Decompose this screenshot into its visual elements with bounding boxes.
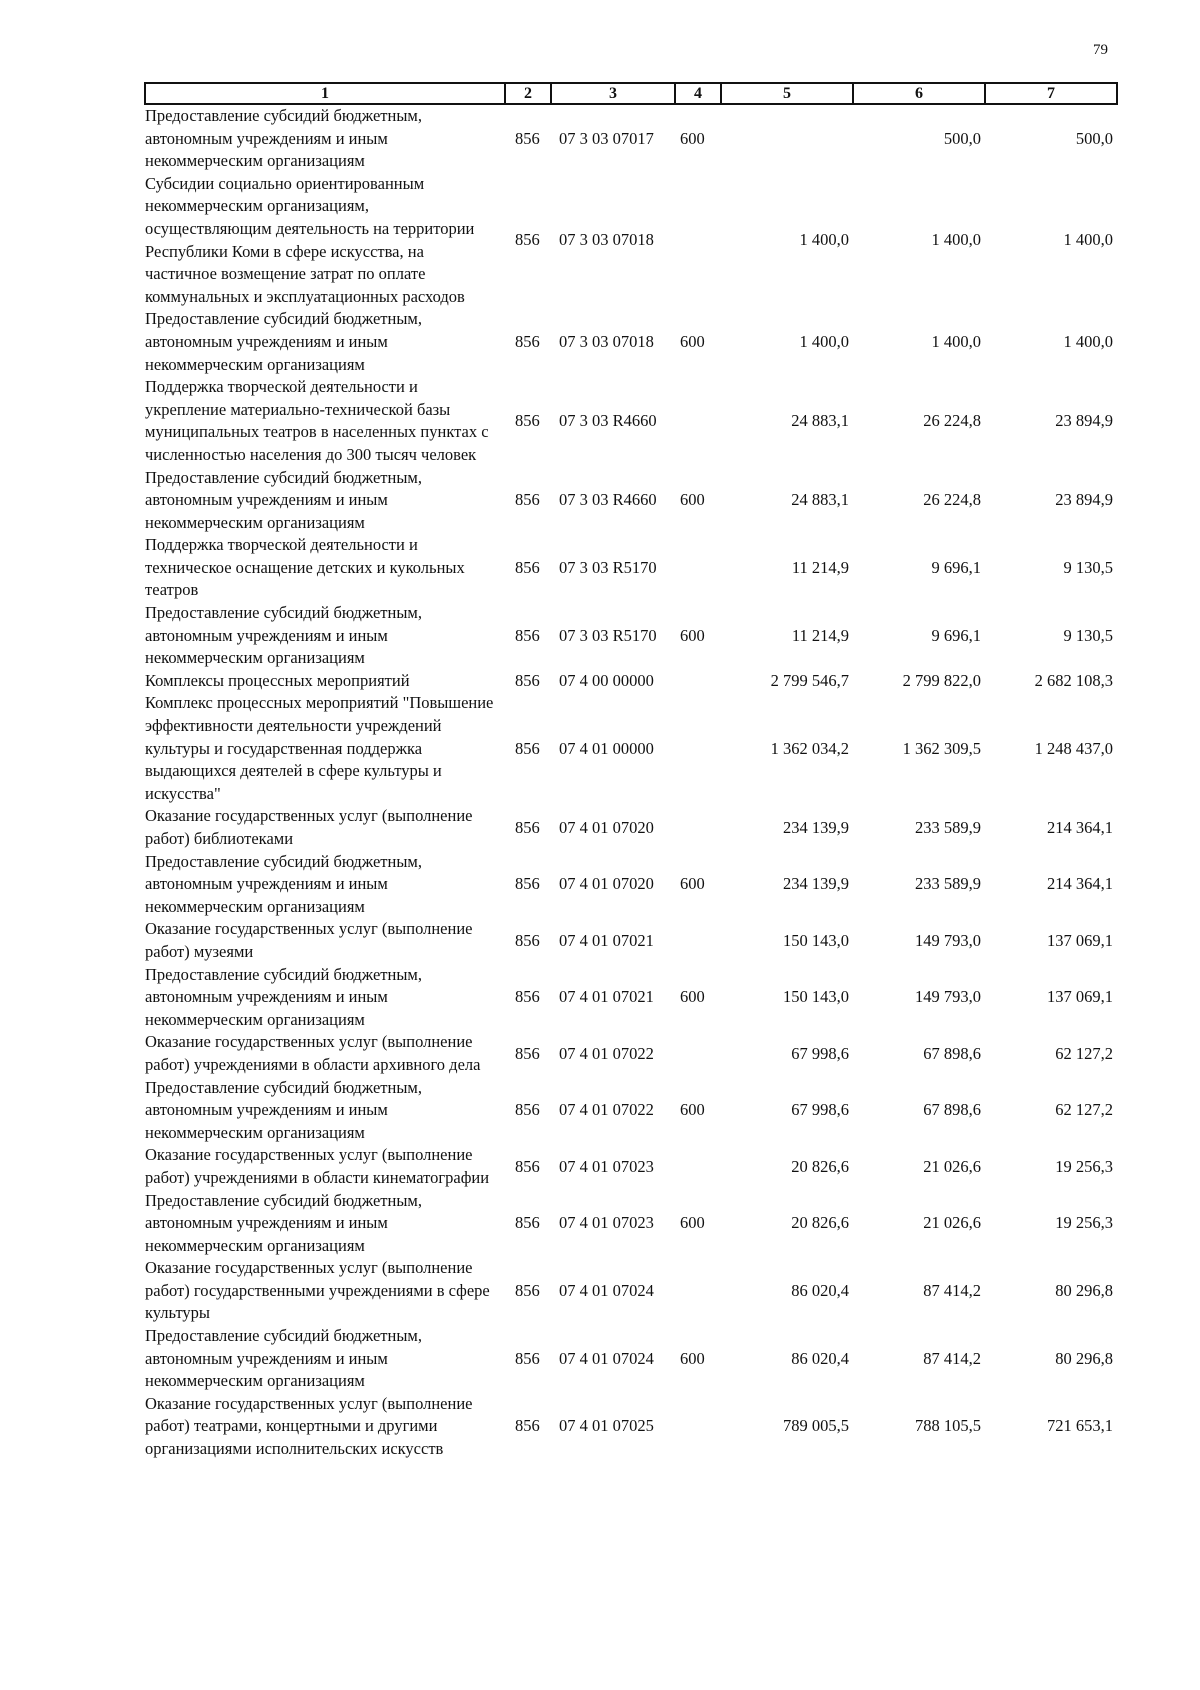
row-year2: 2 799 822,0: [902, 670, 981, 690]
row-csr: 07 3 03 R5170: [559, 557, 657, 577]
table-row: [145, 1393, 1117, 1461]
row-year3: 721 653,1: [1047, 1416, 1113, 1436]
row-name: Оказание государственных услуг (выполнение работ) театрами, концертными и другими организациями исполнительских искусств: [145, 1393, 473, 1459]
row-year1: 67 998,6: [791, 1043, 849, 1063]
table-row: [145, 805, 1117, 850]
row-vr: [675, 918, 721, 963]
row-vr: 600: [680, 490, 705, 510]
row-grbs: 856: [515, 738, 540, 758]
row-year1: 86 020,4: [791, 1348, 849, 1368]
row-year1: 234 139,9: [783, 874, 849, 894]
table-row: [145, 1190, 1117, 1258]
row-year1: 20 826,6: [791, 1156, 849, 1176]
row-vr: 600: [680, 1348, 705, 1368]
row-year1: 24 883,1: [791, 411, 849, 431]
row-vr: [675, 692, 721, 805]
column-header-3: 3: [551, 83, 675, 104]
row-name: Поддержка творческой деятельности и укрепление материально-технической базы муниципальных театров в населенных пунктах с численностью населения до 300 тысяч человек: [145, 377, 489, 464]
row-grbs: 856: [515, 817, 540, 837]
row-year2: 21 026,6: [923, 1156, 981, 1176]
row-csr: 07 4 01 07023: [559, 1156, 654, 1176]
row-name: Оказание государственных услуг (выполнение работ) государственными учреждениями в сфере культуры: [145, 1258, 490, 1323]
row-grbs: 856: [515, 331, 540, 351]
row-grbs: 856: [515, 230, 540, 250]
row-csr: 07 4 01 07025: [559, 1416, 654, 1436]
row-vr: 600: [680, 874, 705, 894]
row-year3: 1 248 437,0: [1034, 738, 1113, 758]
row-csr: 07 4 01 07022: [559, 1100, 654, 1120]
row-vr: 600: [680, 1100, 705, 1120]
row-vr: [675, 805, 721, 850]
column-header-7: 7: [985, 83, 1117, 104]
row-year3: 137 069,1: [1047, 987, 1113, 1007]
row-grbs: 856: [515, 1213, 540, 1233]
row-vr: [675, 534, 721, 602]
row-name: Оказание государственных услуг (выполнение работ) библиотеками: [145, 806, 473, 848]
row-name: Предоставление субсидий бюджетным, автономным учреждениям и иным некоммерческим организациям: [145, 106, 422, 171]
row-year3: 2 682 108,3: [1034, 670, 1113, 690]
table-row: [145, 173, 1117, 309]
row-csr: 07 3 03 07018: [559, 230, 654, 250]
row-year1: [721, 104, 853, 173]
table-header: [145, 83, 1117, 104]
budget-table: [144, 82, 1118, 1461]
row-year2: 9 696,1: [931, 625, 981, 645]
row-year1: 1 362 034,2: [770, 738, 849, 758]
row-grbs: 856: [515, 557, 540, 577]
row-csr: 07 4 00 00000: [559, 670, 654, 690]
row-vr: [675, 1393, 721, 1461]
row-year3: 19 256,3: [1055, 1156, 1113, 1176]
row-csr: 07 4 01 07024: [559, 1348, 654, 1368]
row-year3: 1 400,0: [1063, 331, 1113, 351]
row-year1: 20 826,6: [791, 1213, 849, 1233]
row-year3: 23 894,9: [1055, 411, 1113, 431]
row-year2: 87 414,2: [923, 1348, 981, 1368]
row-year3: 137 069,1: [1047, 930, 1113, 950]
row-csr: 07 4 01 07021: [559, 930, 654, 950]
row-grbs: 856: [515, 1043, 540, 1063]
row-grbs: 856: [515, 128, 540, 148]
row-year2: 233 589,9: [915, 874, 981, 894]
row-csr: 07 4 01 07024: [559, 1280, 654, 1300]
row-csr: 07 4 01 00000: [559, 738, 654, 758]
row-vr: 600: [680, 331, 705, 351]
row-name: Предоставление субсидий бюджетным, автономным учреждениям и иным некоммерческим организациям: [145, 851, 422, 916]
row-grbs: 856: [515, 1280, 540, 1300]
row-year1: 2 799 546,7: [770, 670, 849, 690]
row-grbs: 856: [515, 1156, 540, 1176]
column-header-4: 4: [675, 83, 721, 104]
row-year1: 86 020,4: [791, 1280, 849, 1300]
row-year2: 500,0: [943, 128, 981, 148]
row-csr: 07 3 03 07017: [559, 128, 654, 148]
row-year2: 788 105,5: [915, 1416, 981, 1436]
row-vr: [675, 173, 721, 309]
row-csr: 07 4 01 07020: [559, 874, 654, 894]
table-row: [145, 534, 1117, 602]
row-year2: 149 793,0: [915, 930, 981, 950]
row-name: Субсидии социально ориентированным некоммерческим организациям, осуществляющим деятельность на территории Республики Коми в сфере искусства, на частичное возмещение затрат по оплате коммунальных и эксплуатационных расходов: [145, 173, 475, 306]
row-vr: [675, 1257, 721, 1325]
row-grbs: 856: [515, 930, 540, 950]
table-row: [145, 851, 1117, 919]
page-number: 79: [1093, 42, 1108, 58]
row-vr: [675, 670, 721, 693]
row-name: Предоставление субсидий бюджетным, автономным учреждениям и иным некоммерческим организациям: [145, 964, 422, 1029]
row-name: Комплекс процессных мероприятий "Повышение эффективности деятельности учреждений культуры и государственная поддержка выдающихся деятелей в сфере культуры и искусства": [145, 693, 494, 803]
row-grbs: 856: [515, 1348, 540, 1368]
row-year2: 87 414,2: [923, 1280, 981, 1300]
row-year3: 500,0: [1075, 128, 1113, 148]
row-year2: 26 224,8: [923, 411, 981, 431]
row-year2: 149 793,0: [915, 987, 981, 1007]
column-header-2: 2: [505, 83, 551, 104]
row-csr: 07 4 01 07021: [559, 987, 654, 1007]
row-year1: 150 143,0: [783, 930, 849, 950]
row-year3: 23 894,9: [1055, 490, 1113, 510]
table-row: [145, 376, 1117, 466]
table-row: [145, 1077, 1117, 1145]
row-year2: 1 362 309,5: [902, 738, 981, 758]
row-csr: 07 4 01 07020: [559, 817, 654, 837]
table-row: [145, 670, 1117, 693]
row-year2: 233 589,9: [915, 817, 981, 837]
row-name: Оказание государственных услуг (выполнение работ) музеями: [145, 919, 473, 961]
row-name: Предоставление субсидий бюджетным, автономным учреждениям и иным некоммерческим организациям: [145, 603, 422, 668]
row-year2: 26 224,8: [923, 490, 981, 510]
table-row: [145, 602, 1117, 670]
row-vr: [675, 1031, 721, 1076]
table-row: [145, 964, 1117, 1032]
table-row: [145, 104, 1117, 173]
row-year2: 67 898,6: [923, 1100, 981, 1120]
row-name: Комплексы процессных мероприятий: [145, 670, 410, 690]
row-name: Оказание государственных услуг (выполнение работ) учреждениями в области кинематографии: [145, 1145, 490, 1187]
row-grbs: 856: [515, 670, 540, 690]
table-row: [145, 308, 1117, 376]
row-vr: 600: [680, 987, 705, 1007]
row-grbs: 856: [515, 490, 540, 510]
row-year3: 1 400,0: [1063, 230, 1113, 250]
table-row: [145, 692, 1117, 805]
row-grbs: 856: [515, 411, 540, 431]
row-csr: 07 4 01 07023: [559, 1213, 654, 1233]
table-body: [145, 104, 1117, 1461]
row-csr: 07 3 03 R5170: [559, 625, 657, 645]
column-header-6: 6: [853, 83, 985, 104]
table-row: [145, 1257, 1117, 1325]
row-year1: 67 998,6: [791, 1100, 849, 1120]
row-year2: 1 400,0: [931, 331, 981, 351]
row-grbs: 856: [515, 625, 540, 645]
row-year1: 1 400,0: [799, 331, 849, 351]
row-csr: 07 4 01 07022: [559, 1043, 654, 1063]
row-grbs: 856: [515, 874, 540, 894]
table-row: [145, 918, 1117, 963]
column-header-5: 5: [721, 83, 853, 104]
row-year1: 11 214,9: [791, 557, 849, 577]
row-name: Предоставление субсидий бюджетным, автономным учреждениям и иным некоммерческим организациям: [145, 1077, 422, 1142]
row-vr: [675, 376, 721, 466]
row-year2: 1 400,0: [931, 230, 981, 250]
row-year1: 11 214,9: [791, 625, 849, 645]
row-year2: 9 696,1: [931, 557, 981, 577]
row-year1: 234 139,9: [783, 817, 849, 837]
row-name: Оказание государственных услуг (выполнение работ) учреждениями в области архивного дела: [145, 1032, 481, 1074]
row-year1: 1 400,0: [799, 230, 849, 250]
row-year1: 789 005,5: [783, 1416, 849, 1436]
row-name: Предоставление субсидий бюджетным, автономным учреждениям и иным некоммерческим организациям: [145, 1326, 422, 1391]
row-year3: 19 256,3: [1055, 1213, 1113, 1233]
row-year3: 80 296,8: [1055, 1280, 1113, 1300]
row-csr: 07 3 03 07018: [559, 331, 654, 351]
row-vr: [675, 1144, 721, 1189]
row-year3: 80 296,8: [1055, 1348, 1113, 1368]
row-grbs: 856: [515, 987, 540, 1007]
row-grbs: 856: [515, 1416, 540, 1436]
column-header-1: 1: [145, 83, 505, 104]
row-year3: 62 127,2: [1055, 1100, 1113, 1120]
row-year1: 150 143,0: [783, 987, 849, 1007]
row-vr: 600: [680, 625, 705, 645]
row-year3: 214 364,1: [1047, 817, 1113, 837]
row-year2: 21 026,6: [923, 1213, 981, 1233]
row-csr: 07 3 03 R4660: [559, 490, 657, 510]
row-vr: 600: [680, 128, 705, 148]
row-name: Предоставление субсидий бюджетным, автономным учреждениям и иным некоммерческим организациям: [145, 309, 422, 374]
row-year3: 9 130,5: [1063, 557, 1113, 577]
row-year1: 24 883,1: [791, 490, 849, 510]
header-row: [145, 83, 1117, 104]
row-grbs: 856: [515, 1100, 540, 1120]
row-csr: 07 3 03 R4660: [559, 411, 657, 431]
row-year3: 214 364,1: [1047, 874, 1113, 894]
row-name: Предоставление субсидий бюджетным, автономным учреждениям и иным некоммерческим организациям: [145, 467, 422, 532]
table-row: [145, 467, 1117, 535]
row-year3: 62 127,2: [1055, 1043, 1113, 1063]
table-row: [145, 1144, 1117, 1189]
row-name: Поддержка творческой деятельности и техническое оснащение детских и кукольных театров: [145, 535, 465, 600]
row-name: Предоставление субсидий бюджетным, автономным учреждениям и иным некоммерческим организациям: [145, 1190, 422, 1255]
table-row: [145, 1031, 1117, 1076]
row-year2: 67 898,6: [923, 1043, 981, 1063]
row-year3: 9 130,5: [1063, 625, 1113, 645]
row-vr: 600: [680, 1213, 705, 1233]
table-row: [145, 1325, 1117, 1393]
